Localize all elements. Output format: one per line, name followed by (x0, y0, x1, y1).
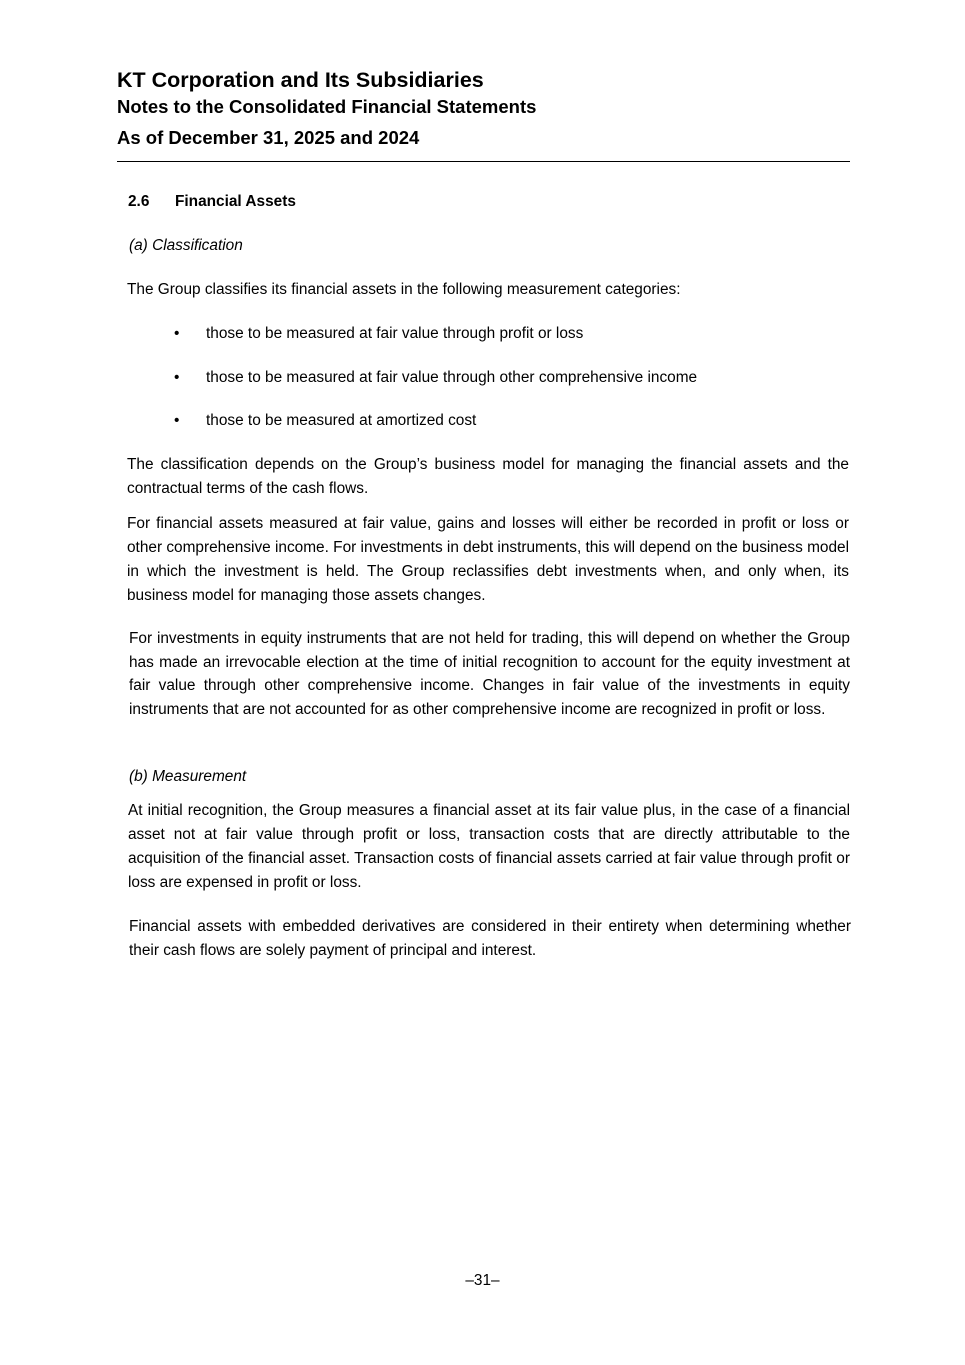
classification-paragraph: The classification depends on the Group’s business model for managing the financial assets and the contractual terms of the cash flows. (127, 456, 849, 497)
bullet-marker: • (174, 325, 180, 342)
classification-intro: The Group classifies its financial assets in the following measurement categories: (127, 281, 681, 298)
notes-title: Notes to the Consolidated Financial Statements (117, 96, 537, 117)
measurement-paragraph: Financial assets with embedded derivatives are considered in their entirety when determining whether their cash flows are solely payment of principal and interest. (129, 918, 851, 959)
company-name: KT Corporation and Its Subsidiaries (117, 68, 484, 92)
list-item: those to be measured at fair value through other comprehensive income (206, 369, 698, 386)
measurement-paragraph: At initial recognition, the Group measures a financial asset at its fair value plus, in the case of a financial asset not at fair value through profit or loss, transaction costs that are directly attributable to the acquisition of the financial asset. Transaction costs of financial assets carried at fair value through profit or loss are expensed in profit or loss. (128, 802, 850, 891)
as-of-date: As of December 31, 2025 and 2024 (117, 127, 420, 148)
list-item: those to be measured at amortized cost (206, 412, 477, 429)
measurement-heading: (b) Measurement (129, 768, 247, 785)
list-item: those to be measured at fair value through profit or loss (206, 325, 584, 342)
section-number: 2.6 (128, 193, 150, 210)
bullet-marker: • (174, 412, 180, 429)
classification-paragraph: For financial assets measured at fair value, gains and losses will either be recorded in profit or loss or other comprehensive income. For investments in debt instruments, this will depend on the business model in which the investment is held. The Group reclassifies debt investments when, and only when, its business model for managing those assets changes. (127, 515, 850, 604)
header-divider (117, 161, 850, 162)
bullet-marker: • (174, 369, 180, 386)
classification-heading: (a) Classification (129, 237, 243, 254)
section-title: Financial Assets (175, 193, 296, 210)
classification-paragraph: For investments in equity instruments that are not held for trading, this will depend on whether the Group has made an irrevocable election at the time of initial recognition to account for the equity investment at fair value through other comprehensive income. Changes in fair value of the investments in equity instruments that are not accounted for as other comprehensive income are recognized in profit or loss. (129, 630, 850, 718)
page-number: –31– (465, 1272, 500, 1289)
